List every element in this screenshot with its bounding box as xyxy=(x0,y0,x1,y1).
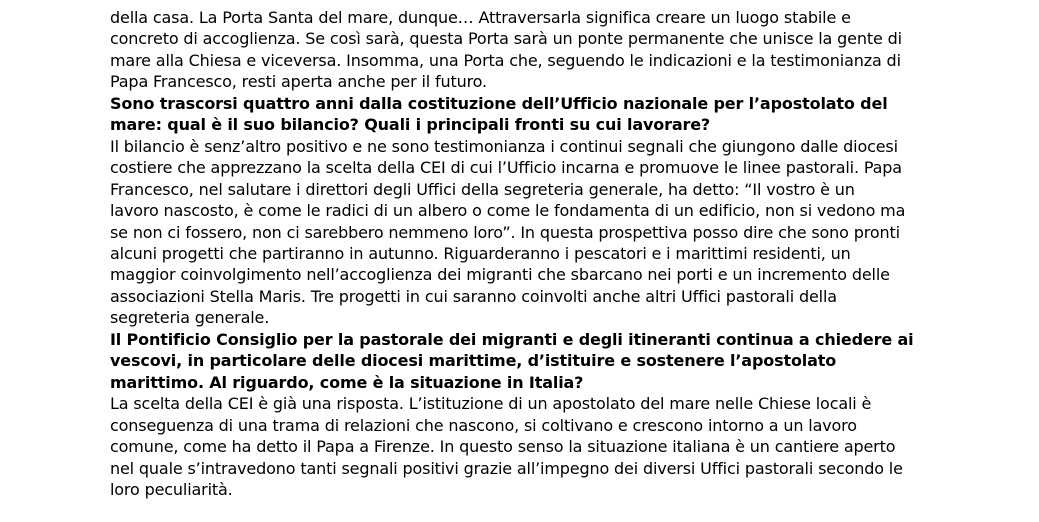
answer-paragraph xyxy=(110,136,1010,329)
text-line: associazioni Stella Maris. Tre progetti in cui saranno coinvolti anche altri Uffici pastorali della xyxy=(110,286,837,306)
text-line: Sono trascorsi quattro anni dalla costituzione dell’Ufficio nazionale per l’apostolato del xyxy=(110,93,888,113)
text-line: concreto di accoglienza. Se così sarà, questa Porta sarà un ponte permanente che unisce la gente di xyxy=(110,29,902,49)
text-line: Francesco, nel salutare i direttori degli Uffici della segreteria generale, ha detto: “Il vostro è un xyxy=(110,179,855,199)
text-line: conseguenza di una trama di relazioni che nascono, si coltivano e crescono intorno a un lavoro xyxy=(110,415,857,435)
text-line: Il Pontificio Consiglio per la pastorale dei migranti e degli itineranti continua a chiedere ai xyxy=(110,329,914,349)
answer-paragraph xyxy=(110,7,1010,93)
text-line: Papa Francesco, resti aperta anche per il futuro. xyxy=(110,72,487,92)
question-paragraph xyxy=(110,93,1010,136)
text-line: mare alla Chiesa e viceversa. Insomma, una Porta che, seguendo le indicazioni e la testimonianza di xyxy=(110,50,901,70)
text-line: comune, come ha detto il Papa a Firenze. In questo senso la situazione italiana è un cantiere aperto xyxy=(110,437,896,457)
article-text xyxy=(110,7,1010,500)
text-line: della casa. La Porta Santa del mare, dunque… Attraversarla significa creare un luogo stabile e xyxy=(110,8,851,27)
text-line: alcuni progetti che partiranno in autunno. Riguarderanno i pescatori e i marittimi residenti, un xyxy=(110,243,851,263)
text-line: vescovi, in particolare delle diocesi marittime, d’istituire e sostenere l’apostolato xyxy=(110,351,837,371)
text-line: costiere che apprezzano la scelta della CEI di cui l’Ufficio incarna e promuove le linee pastorali. Papa xyxy=(110,158,902,178)
text-line: mare: qual è il suo bilancio? Quali i principali fronti su cui lavorare? xyxy=(110,115,711,135)
answer-paragraph xyxy=(110,393,1010,500)
text-line: loro peculiarità. xyxy=(110,479,233,499)
text-line: segreteria generale. xyxy=(110,308,270,328)
text-line: marittimo. Al riguardo, come è la situazione in Italia? xyxy=(110,372,584,392)
text-line: La scelta della CEI è già una risposta. L’istituzione di un apostolato del mare nelle Chiese locali è xyxy=(110,394,872,414)
question-paragraph xyxy=(110,329,1010,393)
text-line: Il bilancio è senz’altro positivo e ne sono testimonianza i continui segnali che giungono dalle diocesi xyxy=(110,136,898,156)
text-line: maggior coinvolgimento nell’accoglienza dei migranti che sbarcano nei porti e un incremento delle xyxy=(110,265,890,285)
text-line: se non ci fossero, non ci sarebbero nemmeno loro”. In questa prospettiva posso dire che sono pronti xyxy=(110,222,900,242)
text-line: nel quale s’intravedono tanti segnali positivi grazie all’impegno dei diversi Uffici pastorali secondo le xyxy=(110,458,903,478)
text-line: lavoro nascosto, è come le radici di un albero o come le fondamenta di un edificio, non si vedono ma xyxy=(110,201,906,221)
